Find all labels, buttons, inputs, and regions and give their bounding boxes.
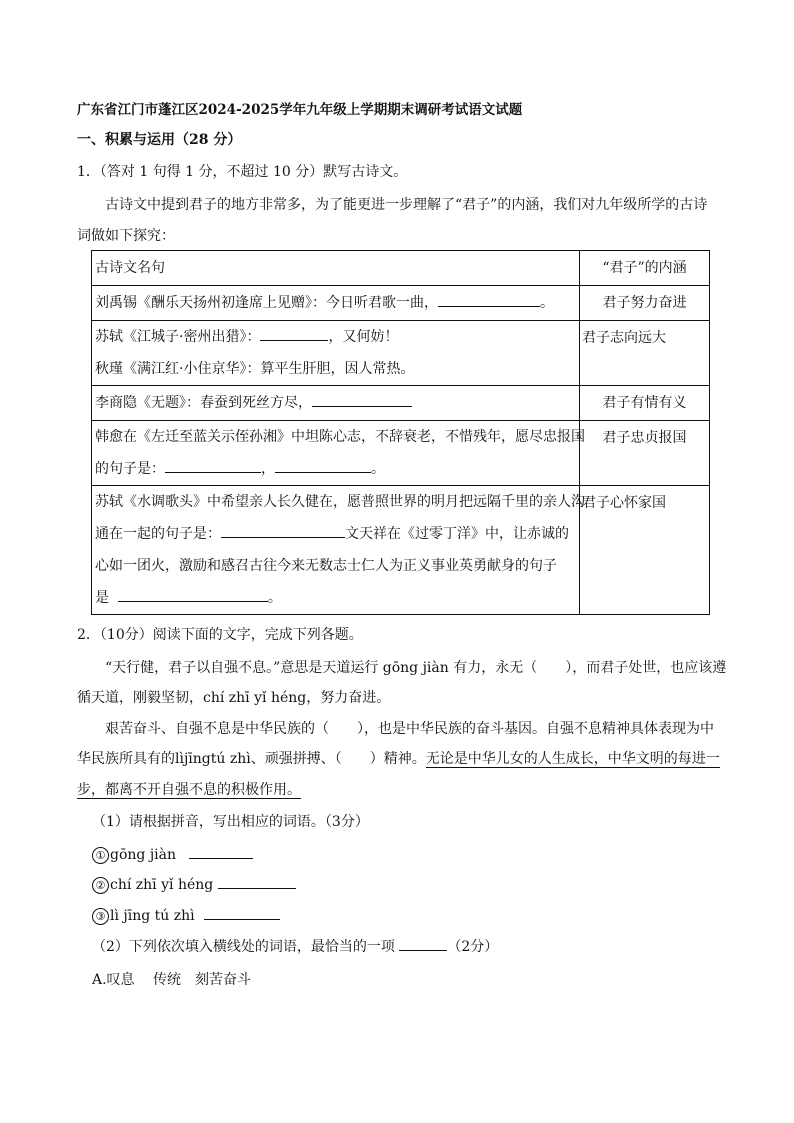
- exam-title: 广东省江门市蓬江区2024-2025学年九年级上学期期末调研考试语文试题: [77, 102, 523, 118]
- pinyin-item: ② chí zhī yǐ héng: [92, 874, 296, 895]
- subquestion-1: （1）请根据拼音，写出相应的词语。（3分）: [92, 814, 369, 830]
- question-2-stem: 2．（10分）阅读下面的文字，完成下列各题。: [77, 627, 363, 643]
- passage-p1-line2: 循天道，刚毅坚韧，chí zhī yǐ héng，努力奋进。: [77, 690, 391, 706]
- answer-blank[interactable]: [312, 392, 412, 407]
- passage-p2-line3: [77, 780, 301, 800]
- question-1-intro-line2: 词做如下探究：: [77, 228, 175, 244]
- table-row: [92, 421, 710, 486]
- underlined-sentence: 无论是中华儿女的人生成长，中华文明的每进一: [425, 751, 720, 767]
- table-cell: 李商隐《无题》：春蚕到死丝方尽，: [92, 386, 580, 421]
- table-header-cell: 古诗文名句: [92, 251, 580, 286]
- answer-blank[interactable]: [260, 326, 328, 341]
- answer-blank[interactable]: [204, 905, 280, 920]
- passage-p1-line1: “天行健，君子以自强不息。”意思是天道运行 gōng jiàn 有力，永无（ ），而君子处世，也应该遵: [105, 660, 727, 676]
- table-row: [92, 486, 710, 615]
- answer-blank[interactable]: [118, 587, 268, 602]
- question-1-stem: 1．（答对 1 句得 1 分，不超过 10 分）默写古诗文。: [77, 164, 408, 180]
- subquestion-2: （2）下列依次填入横线处的词语，最恰当的一项 （2分）: [92, 936, 498, 957]
- answer-blank[interactable]: [165, 458, 261, 473]
- table-cell: 刘禹锡《酬乐天扬州初逢席上见赠》：今日听君歌一曲， 。: [92, 286, 580, 321]
- item-number: ①: [92, 847, 109, 864]
- item-number: ③: [92, 908, 109, 925]
- pinyin-item: ③ lì jīng tú zhì: [92, 905, 280, 926]
- answer-blank[interactable]: [218, 874, 296, 889]
- table-cell: 君子有情有义: [580, 386, 710, 421]
- item-number: ②: [92, 877, 109, 894]
- pinyin-item: ① gōng jiàn: [92, 844, 253, 865]
- table-header-cell: “君子”的内涵: [580, 251, 710, 286]
- table-cell: 苏轼《江城子·密州出猎》： ，又何妨！ 秋瑾《满江红·小住京华》：算平生肝胆，因人常热。: [92, 321, 580, 386]
- answer-blank[interactable]: [221, 523, 345, 538]
- table-row: [92, 386, 710, 421]
- underlined-sentence: 步，都离不开自强不息的积极作用。: [77, 782, 301, 798]
- option-a: A.叹息 传统 刻苦奋斗: [92, 972, 252, 988]
- table-cell: 君子努力奋进: [580, 286, 710, 321]
- poetry-table: [91, 250, 710, 615]
- answer-blank[interactable]: [438, 292, 540, 307]
- answer-blank[interactable]: [189, 844, 253, 859]
- passage-p2-line2: 华民族所具有的lìjīngtú zhì、顽强拼搏、（ ）精神。无论是中华儿女的人生成长，中华文明的每进一: [77, 751, 720, 767]
- table-row: [92, 286, 710, 321]
- table-header-row: [92, 251, 710, 286]
- answer-blank[interactable]: [275, 458, 371, 473]
- table-cell: 君子忠贞报国: [580, 421, 710, 486]
- table-cell: 君子志向远大: [580, 321, 710, 386]
- table-row: [92, 321, 710, 386]
- question-1-intro-line1: 古诗文中提到君子的地方非常多，为了能更进一步理解了“君子”的内涵，我们对九年级所学的古诗: [105, 197, 708, 213]
- table-cell: 韩愈在《左迁至蓝关示侄孙湘》中坦陈心志，不辞衰老，不惜残年，愿尽忠报国 的句子是： ， 。: [92, 421, 580, 486]
- answer-blank[interactable]: [399, 936, 447, 951]
- table-cell: 苏轼《水调歌头》中希望亲人长久健在，愿普照世界的明月把远隔千里的亲人沟 通在一起的句子是： 文天祥在《过零丁洋》中，让赤诚的 心如一团火，激励和感召古往今来无数志士仁人为正义事业英勇献身的句子 是 。: [92, 486, 580, 615]
- table-cell: 君子心怀家国: [580, 486, 710, 615]
- section-heading: 一、积累与运用（28 分）: [77, 132, 242, 148]
- passage-p2-line1: 艰苦奋斗、自强不息是中华民族的（ ），也是中华民族的奋斗基因。自强不息精神具体表现为中: [105, 721, 714, 737]
